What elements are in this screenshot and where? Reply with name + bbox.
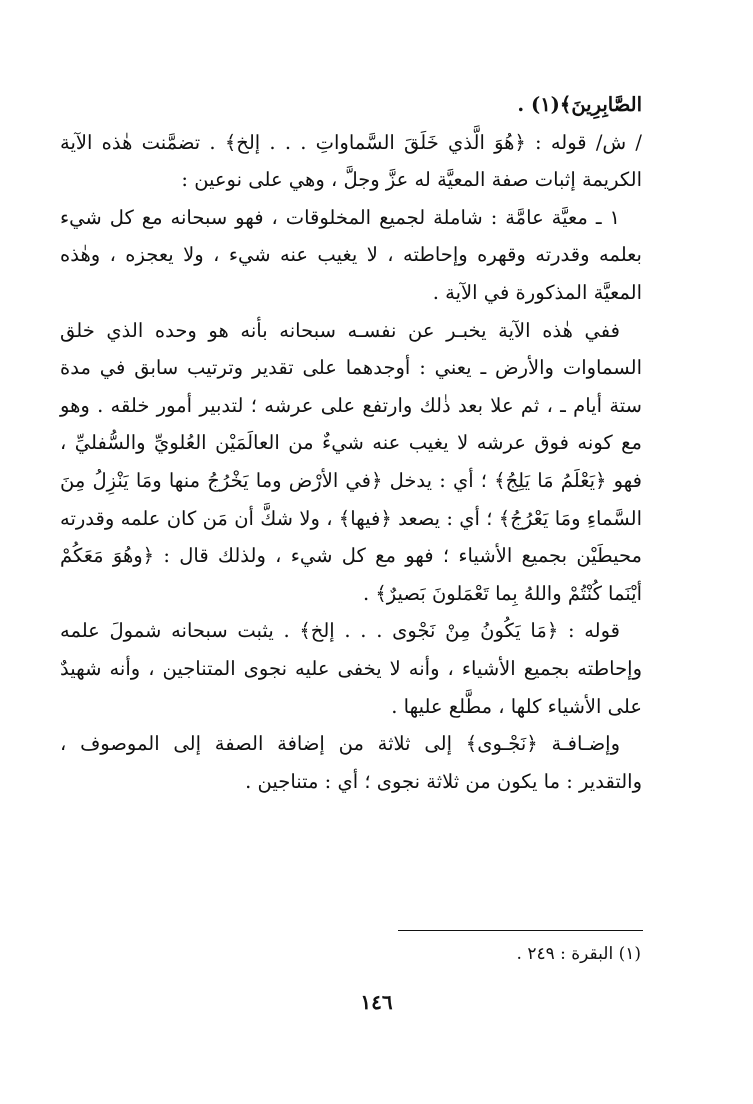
footnote: (١) البقرة : ٢٤٩ . — [516, 944, 641, 964]
paragraph-najwa-grammar: وإضـافـة ﴿نَجْـوى﴾ إلى ثلاثة من إضافة الصفة إلى الموصوف ، والتقدير : ما يكون من ثلاثة نجوى ؛ أي : متناجين . — [60, 732, 642, 793]
footnote-divider — [398, 930, 643, 931]
page-number: ١٤٦ — [360, 990, 393, 1014]
paragraph-general-companionship: ١ ـ معيَّة عامَّة : شاملة لجميع المخلوقات ، فهو سبحانه مع كل شيء بعلمه وقدرته وقهره وإحاطته ، لا يغيب عنه شيء ، ولا يعجزه ، وهٰذه المعيَّة المذكورة في الآية . — [60, 205, 642, 304]
commentary-paragraph-intro: / ش/ قوله : ﴿هُوَ الَّذي خَلَقَ السَّماواتِ . . . إلخ﴾ . تضمَّنت هٰذه الآية الكريمة إثبات صفة المعيَّة له عزَّ وجلَّ ، وهي على نوعين : — [60, 130, 642, 192]
verse-ending-line: الصَّابِرِينَ﴾(١) . — [517, 93, 642, 116]
paragraph-verse-explanation: ففي هٰذه الآية يخبـر عن نفسـه سبحانه بأنه هو وحده الذي خلق السماوات والأرض ـ يعني : أوجدهما على تقدير وترتيب سابق في مدة ستة أيام ـ ، ثم علا بعد ذٰلك وارتفع على عرشه ؛ لتدبير أمور خلقه . وهو مع كونه فوق عرشه لا يغيب عنه شيءٌ من العالَمَيْن العُلويِّ والسُّفليِّ ، فهو ﴿يَعْلَمُ مَا يَلِجُ﴾ ؛ أي : يدخل ﴿في الأرْض وما يَخْرُجُ منها ومَا يَنْزِلُ مِنَ السَّماءِ ومَا يَعْرُجُ﴾ ؛ أي : يصعد ﴿فيها﴾ ، ولا شكَّ أن مَن كان علمه وقدرته محيطَيْن بجميع الأشياء ؛ فهو مع كل شيء ، ولذلك قال : ﴿وهُوَ مَعَكُمْ أيْنَما كُنْتُمْ واللهُ بِما تَعْمَلونَ بَصيرٌ﴾ . — [60, 318, 642, 605]
body-text — [60, 86, 642, 800]
paragraph-najwa-verse: قوله : ﴿مَا يَكُونُ مِنْ نَجْوى . . . إلخ﴾ . يثبت سبحانه شمولَ علمه وإحاطته بجميع الأشياء ، وأنه لا يخفى عليه نجوى المتناجين ، وأنه شهيدٌ على الأشياء كلها ، مطَّلع عليها . — [60, 619, 642, 718]
